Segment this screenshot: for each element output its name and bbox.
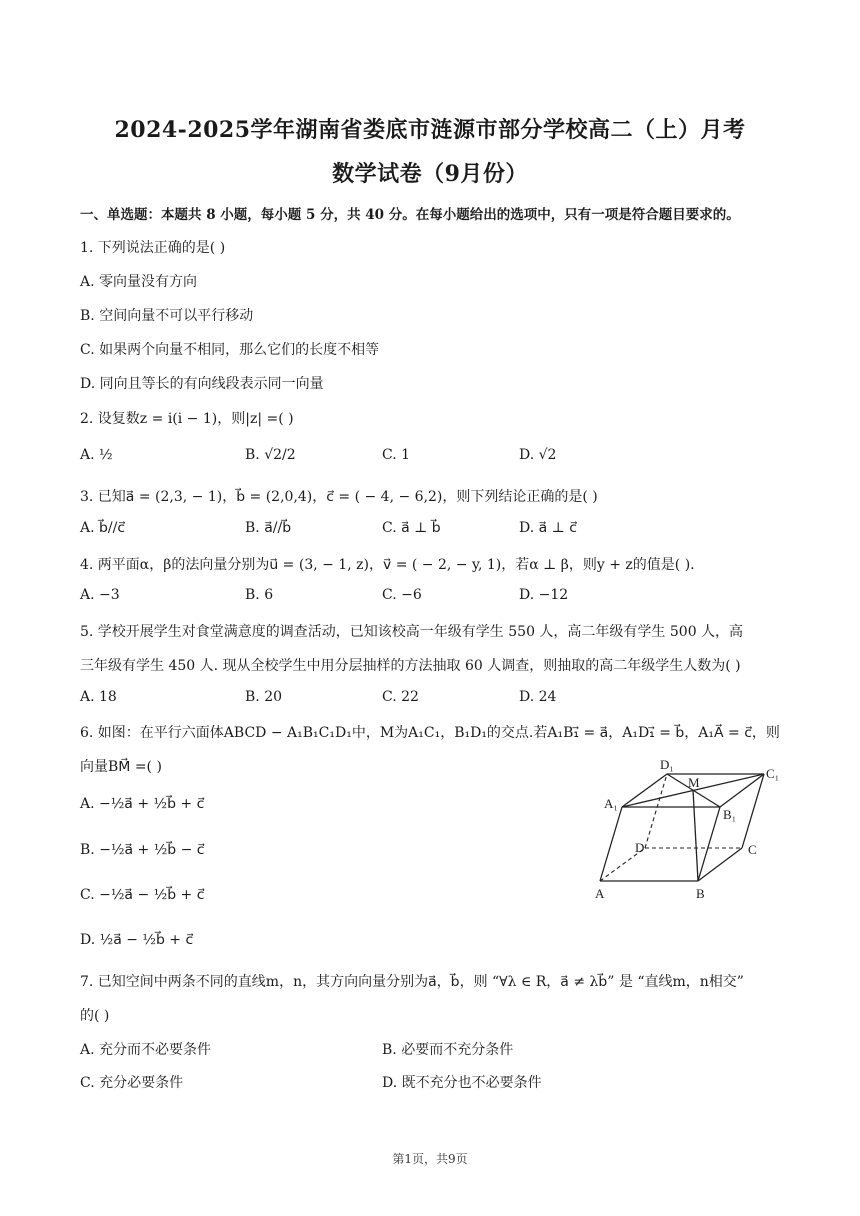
question-4-option-d: D. −12 (519, 587, 569, 603)
question-5-option-b: B. 20 (245, 689, 283, 705)
parallelepiped-figure (588, 752, 788, 902)
question-7-stem: 7. 已知空间中两条不同的直线m，n，其方向向量分别为a⃗，b⃗，则 “∀λ ∈ R，a⃗ ≠ λb⃗” 是 “直线m，n相交” (80, 974, 744, 990)
question-5-stem-cont: 三年级有学生 450 人. 现从全校学生中用分层抽样的方法抽取 60 人调查，则抽取的高二年级学生人数为( ) (80, 658, 741, 674)
label-a1: A₁ (604, 796, 618, 811)
question-1-stem: 1. 下列说法正确的是( ) (80, 240, 226, 256)
question-6-option-b: B. −½a⃗ + ½b⃗ − c⃗ (80, 842, 205, 858)
section-heading: 一、单选题：本题共 8 小题，每小题 5 分，共 40 分。在每小题给出的选项中，只有一项是符合题目要求的。 (80, 207, 740, 223)
exam-subtitle: 数学试卷（9月份） (332, 161, 528, 187)
question-7-option-a: A. 充分而不必要条件 (80, 1042, 212, 1058)
page-footer: 第1页，共9页 (392, 1152, 468, 1166)
question-3-option-d: D. a⃗ ⊥ c⃗ (519, 520, 577, 536)
question-1-option-b: B. 空间向量不可以平行移动 (80, 308, 254, 324)
exam-title: 2024-2025学年湖南省娄底市涟源市部分学校高二（上）月考 (114, 117, 746, 143)
question-1-option-c: C. 如果两个向量不相同，那么它们的长度不相等 (80, 342, 380, 358)
question-6-option-a: A. −½a⃗ + ½b⃗ + c⃗ (80, 796, 205, 812)
question-7-option-c: C. 充分必要条件 (80, 1075, 184, 1091)
question-2-option-c: C. 1 (382, 447, 411, 463)
question-2-stem: 2. 设复数z = i(i − 1)，则|z| =( ) (80, 411, 294, 427)
label-c: C (748, 842, 757, 857)
question-3-option-c: C. a⃗ ⊥ b⃗ (382, 520, 441, 536)
question-6-option-d: D. ½a⃗ − ½b⃗ + c⃗ (80, 932, 194, 948)
question-4-option-c: C. −6 (382, 587, 422, 603)
label-a: A (595, 886, 605, 901)
question-6-stem-cont: 向量BM⃗ =( ) (80, 759, 162, 775)
question-6-stem: 6. 如图：在平行六面体ABCD − A₁B₁C₁D₁中，M为A₁C₁，B₁D₁的交点.若A₁B₁⃗ = a⃗，A₁D₁⃗ = b⃗，A₁A⃗ = c⃗，则 (80, 725, 780, 741)
question-1-option-d: D. 同向且等长的有向线段表示同一向量 (80, 376, 324, 392)
label-d: D (635, 840, 645, 855)
question-5-option-c: C. 22 (382, 689, 419, 705)
question-3-stem: 3. 已知a⃗ = (2,3, − 1)，b⃗ = (2,0,4)，c⃗ = ( − 4, − 6,2)，则下列结论正确的是( ) (80, 489, 598, 505)
question-4-stem: 4. 两平面α，β的法向量分别为u⃗ = (3, − 1, z)，v⃗ = ( − 2, − y, 1)，若α ⊥ β，则y + z的值是( ). (80, 557, 695, 573)
question-4-option-b: B. 6 (245, 587, 274, 603)
label-m: M (688, 775, 700, 790)
question-5-option-d: D. 24 (519, 689, 557, 705)
question-7-option-b: B. 必要而不充分条件 (382, 1042, 514, 1058)
question-2-option-a: A. ½ (80, 447, 113, 463)
question-2-option-d: D. √2 (519, 447, 557, 463)
question-6-option-c: C. −½a⃗ − ½b⃗ + c⃗ (80, 887, 205, 903)
label-b1: B₁ (723, 807, 737, 822)
label-d1: D₁ (660, 757, 674, 772)
question-1-option-a: A. 零向量没有方向 (80, 274, 198, 290)
question-4-option-a: A. −3 (80, 587, 120, 603)
question-3-option-b: B. a⃗//b⃗ (245, 520, 292, 536)
question-7-stem-cont: 的( ) (80, 1008, 110, 1024)
question-5-option-a: A. 18 (80, 689, 117, 705)
question-5-stem: 5. 学校开展学生对食堂满意度的调查活动，已知该校高一年级有学生 550 人，高二年级有学生 500 人，高 (80, 624, 744, 640)
question-2-option-b: B. √2/2 (245, 447, 296, 463)
label-b: B (696, 886, 705, 901)
question-3-option-a: A. b⃗//c⃗ (80, 520, 126, 536)
question-7-option-d: D. 既不充分也不必要条件 (382, 1075, 542, 1091)
label-c1: C₁ (766, 766, 780, 781)
